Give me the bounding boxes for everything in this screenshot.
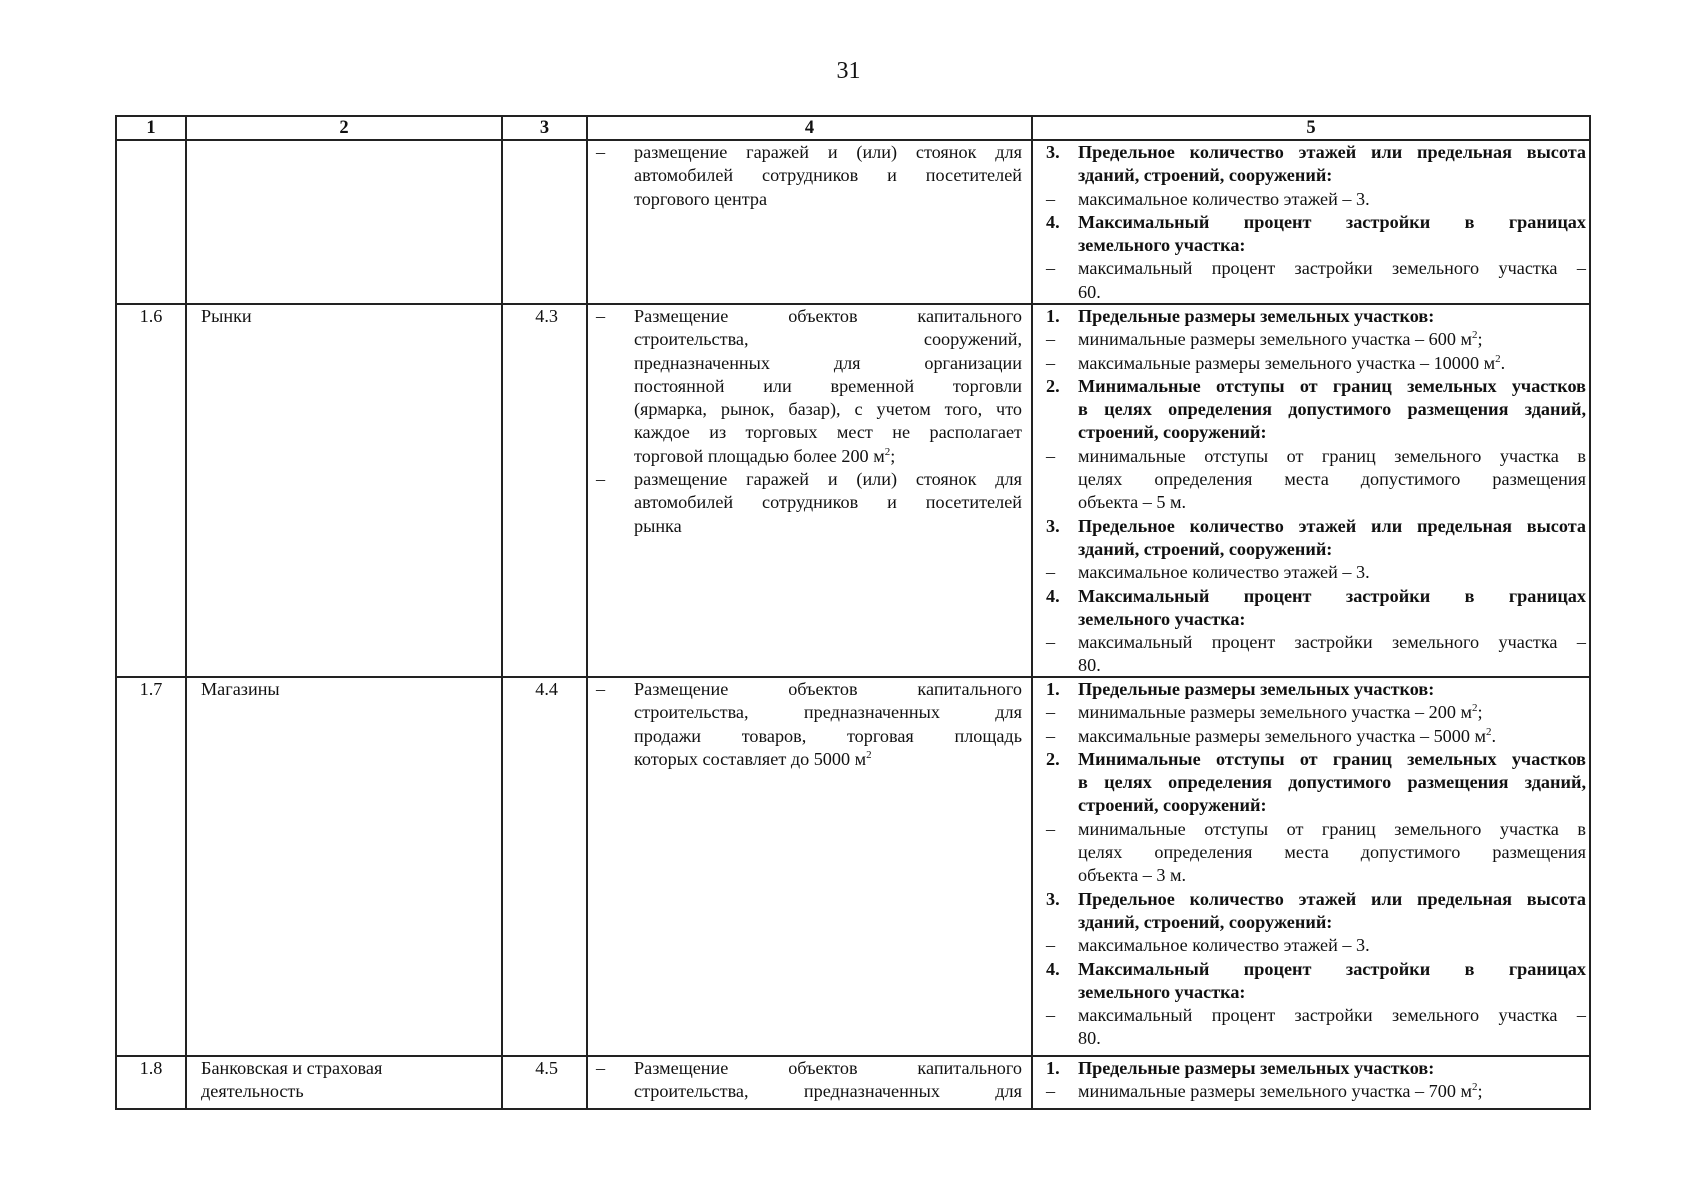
line-text: целях определения места допустимого размещения (1078, 469, 1586, 490)
text-line (1036, 864, 1586, 887)
text-line (590, 701, 1022, 724)
row-1.7-parameters (1036, 678, 1586, 1051)
list-number: 4. (1046, 211, 1060, 232)
text-line (1036, 1057, 1586, 1080)
line-text: в целях определения допустимого размещения зданий, (1078, 399, 1586, 420)
punctuation: . (1500, 352, 1506, 373)
bullet-dash: – (1046, 562, 1056, 583)
text-line (590, 421, 1022, 444)
line-text: Размещение объектов капитального (634, 1058, 1022, 1078)
line-text: Размещение объектов капитального (634, 679, 1022, 699)
line-text: земельного участка: (1078, 608, 1246, 629)
list-number: 2. (1046, 748, 1060, 769)
line-text: размещение гаражей и (или) стоянок для (634, 142, 1022, 162)
text-line (1036, 934, 1586, 957)
line-text: Предельные размеры земельных участков: (1078, 1058, 1435, 1078)
superscript: 2 (866, 748, 872, 761)
text-line: Рынки (201, 306, 252, 326)
line-text: Минимальные отступы от границ земельных участков (1078, 748, 1586, 769)
table-column-divider (501, 115, 503, 1110)
line-text: земельного участка: (1078, 981, 1246, 1002)
line-text: земельного участка: (1078, 235, 1246, 256)
text-line (1036, 398, 1586, 421)
line-text: 80. (1078, 1028, 1101, 1049)
text-line (590, 375, 1022, 398)
superscript: 2 (1495, 352, 1501, 365)
line-text: торговой площадью более 200 м (634, 445, 885, 466)
row-1.6-parameters (1036, 305, 1586, 678)
line-text: которых составляет до 5000 м (634, 748, 867, 769)
line-text: предназначенных для организации (634, 352, 1022, 373)
text-line (590, 468, 1022, 491)
line-text: максимальный процент застройки земельного участка – (1078, 632, 1586, 653)
line-text: минимальные отступы от границ земельного участка в (1078, 445, 1586, 466)
column-header-4: 4 (804, 118, 815, 138)
text-line (590, 305, 1022, 328)
text-line: Магазины (201, 679, 280, 699)
bullet-dash: – (1046, 1081, 1056, 1102)
table-border-bottom (115, 1108, 1591, 1110)
line-text: максимальные размеры земельного участка – 10000 м (1078, 352, 1496, 373)
line-text: минимальные размеры земельного участка – 200 м (1078, 702, 1472, 723)
superscript: 2 (1486, 725, 1492, 738)
row-1.8-permitted-use-description (590, 1057, 1022, 1104)
superscript: 2 (1471, 1081, 1478, 1094)
text-line (590, 445, 1022, 468)
column-header-2: 2 (339, 118, 349, 138)
text-line: Банковская и страховая (201, 1058, 383, 1078)
line-text: минимальные отступы от границ земельного участка в (1078, 818, 1586, 839)
superscript: 2 (1471, 702, 1478, 715)
line-text: зданий, строений, сооружений: (1078, 911, 1333, 932)
text-line (590, 678, 1022, 701)
line-text: 60. (1078, 281, 1101, 302)
punctuation: . (1491, 725, 1497, 746)
text-line (1036, 654, 1586, 677)
line-text: минимальные размеры земельного участка – 700 м (1078, 1081, 1472, 1102)
text-line (1036, 794, 1586, 817)
bullet-dash: – (1046, 632, 1056, 653)
text-line (1036, 631, 1586, 654)
bullet-dash: – (596, 1058, 606, 1078)
row-1.6-permitted-use-description (590, 305, 1022, 538)
bullet-dash: – (1046, 188, 1056, 209)
bullet-dash: – (1046, 329, 1056, 350)
line-text: Предельное количество этажей или предельная высота (1078, 515, 1586, 536)
bullet-dash: – (1046, 258, 1056, 279)
table-column-divider (586, 115, 588, 1110)
bullet-dash: – (596, 306, 606, 326)
line-text: 80. (1078, 655, 1101, 676)
text-line (1036, 211, 1586, 234)
row-1.8-use-name (201, 1057, 497, 1104)
line-text: (ярмарка, рынок, базар), с учетом того, что (634, 399, 1022, 420)
line-text: максимальные размеры земельного участка – 5000 м (1078, 725, 1487, 746)
table-border-right (1589, 115, 1591, 1110)
bullet-dash: – (596, 142, 606, 162)
line-text: зданий, строений, сооружений: (1078, 538, 1333, 559)
superscript: 2 (884, 445, 891, 458)
text-line (590, 328, 1022, 351)
row-1.7-number: 1.7 (139, 679, 163, 699)
line-text: рынка (634, 515, 682, 536)
row-1.8-parameters (1036, 1057, 1586, 1104)
text-line (1036, 771, 1586, 794)
page-number: 31 (836, 58, 861, 84)
bullet-dash: – (1046, 935, 1056, 956)
text-line (590, 748, 1022, 771)
superscript: 2 (1471, 329, 1478, 342)
list-number: 4. (1046, 958, 1060, 979)
line-text: Максимальный процент застройки в границах (1078, 211, 1586, 232)
line-text: Предельные размеры земельных участков: (1078, 306, 1435, 326)
text-line (590, 398, 1022, 421)
text-line (1036, 958, 1586, 981)
text-line (1036, 841, 1586, 864)
line-text: объекта – 5 м. (1078, 492, 1187, 513)
line-text: целях определения места допустимого размещения (1078, 842, 1586, 863)
text-line (590, 491, 1022, 514)
text-line (1036, 188, 1586, 211)
text-line (590, 352, 1022, 375)
text-line (1036, 375, 1586, 398)
text-line (590, 188, 1022, 211)
text-line (1036, 748, 1586, 771)
line-text: максимальный процент застройки земельного участка – (1078, 258, 1586, 279)
line-text: максимальное количество этажей – 3. (1078, 935, 1370, 956)
bullet-dash: – (1046, 352, 1056, 373)
text-line (590, 1057, 1022, 1080)
line-text: строительства, сооружений, (634, 329, 1022, 350)
line-text: максимальный процент застройки земельного участка – (1078, 1005, 1586, 1026)
line-text: Предельное количество этажей или предельная высота (1078, 142, 1586, 162)
row-1.7-use-code: 4.4 (535, 679, 558, 699)
bullet-dash: – (1046, 1005, 1056, 1026)
punctuation: ; (890, 445, 896, 466)
table-column-divider (1031, 115, 1033, 1110)
line-text: каждое из торговых мест не располагает (634, 422, 1022, 443)
bullet-dash: – (1046, 702, 1056, 723)
row-0-permitted-use-description (590, 141, 1022, 211)
text-line (1036, 468, 1586, 491)
column-header-1: 1 (146, 118, 156, 138)
table-border-left (115, 115, 117, 1110)
text-line (1036, 585, 1586, 608)
row-1.8-use-code: 4.5 (535, 1058, 558, 1078)
line-text: Предельное количество этажей или предельная высота (1078, 888, 1586, 909)
list-number: 2. (1046, 375, 1060, 396)
text-line (590, 1080, 1022, 1103)
text-line (1036, 678, 1586, 701)
row-0-parameters (1036, 141, 1586, 304)
list-number: 3. (1046, 142, 1060, 162)
punctuation: ; (1477, 1081, 1483, 1102)
text-line: деятельность (201, 1081, 304, 1102)
bullet-dash: – (596, 469, 606, 490)
text-line (1036, 538, 1586, 561)
list-number: 4. (1046, 585, 1060, 606)
text-line (1036, 491, 1586, 514)
line-text: объекта – 3 м. (1078, 865, 1187, 886)
line-text: Размещение объектов капитального (634, 306, 1022, 326)
list-number: 1. (1046, 679, 1060, 699)
text-line (1036, 911, 1586, 934)
line-text: зданий, строений, сооружений: (1078, 165, 1333, 186)
text-line (1036, 515, 1586, 538)
line-text: минимальные размеры земельного участка – 600 м (1078, 329, 1472, 350)
column-header-5: 5 (1306, 118, 1316, 138)
line-text: максимальное количество этажей – 3. (1078, 562, 1370, 583)
line-text: размещение гаражей и (или) стоянок для (634, 469, 1022, 490)
line-text: строений, сооружений: (1078, 795, 1267, 816)
text-line (1036, 421, 1586, 444)
bullet-dash: – (1046, 445, 1056, 466)
row-1.6-use-code: 4.3 (535, 306, 558, 326)
text-line (1036, 701, 1586, 724)
list-number: 3. (1046, 515, 1060, 536)
text-line (1036, 1080, 1586, 1103)
row-1.8-number: 1.8 (139, 1058, 163, 1078)
line-text: строительства, предназначенных для (634, 1081, 1022, 1102)
list-number: 1. (1046, 1058, 1060, 1078)
text-line (1036, 257, 1586, 280)
line-text: строительства, предназначенных для (634, 702, 1022, 723)
line-text: постоянной или временной торговли (634, 375, 1022, 396)
line-text: в целях определения допустимого размещения зданий, (1078, 772, 1586, 793)
text-line (1036, 981, 1586, 1004)
line-text: строений, сооружений: (1078, 422, 1267, 443)
column-header-3: 3 (539, 118, 550, 138)
text-line (1036, 328, 1586, 351)
row-1.7-use-name (201, 678, 497, 701)
text-line (1036, 1027, 1586, 1050)
text-line (590, 164, 1022, 187)
text-line (1036, 888, 1586, 911)
line-text: продажи товаров, торговая площадь (634, 725, 1022, 746)
row-1.6-use-name (201, 305, 497, 328)
punctuation: ; (1477, 702, 1483, 723)
text-line (590, 725, 1022, 748)
line-text: Минимальные отступы от границ земельных участков (1078, 375, 1586, 396)
text-line (1036, 164, 1586, 187)
text-line (1036, 608, 1586, 631)
text-line (1036, 281, 1586, 304)
bullet-dash: – (1046, 818, 1056, 839)
list-number: 3. (1046, 888, 1060, 909)
line-text: автомобилей сотрудников и посетителей (634, 165, 1022, 186)
text-line (590, 141, 1022, 164)
row-1.7-permitted-use-description (590, 678, 1022, 771)
line-text: автомобилей сотрудников и посетителей (634, 492, 1022, 513)
text-line (1036, 725, 1586, 748)
list-number: 1. (1046, 306, 1060, 326)
text-line (1036, 445, 1586, 468)
text-line (1036, 1004, 1586, 1027)
text-line (1036, 352, 1586, 375)
bullet-dash: – (1046, 725, 1056, 746)
punctuation: ; (1477, 329, 1483, 350)
text-line (1036, 561, 1586, 584)
text-line (1036, 305, 1586, 328)
line-text: торгового центра (634, 188, 768, 209)
table-column-divider (185, 115, 187, 1110)
text-line (590, 515, 1022, 538)
text-line (1036, 141, 1586, 164)
line-text: Предельные размеры земельных участков: (1078, 679, 1435, 699)
text-line (1036, 818, 1586, 841)
line-text: максимальное количество этажей – 3. (1078, 188, 1370, 209)
row-1.6-number: 1.6 (139, 306, 163, 326)
text-line (1036, 234, 1586, 257)
line-text: Максимальный процент застройки в границах (1078, 958, 1586, 979)
line-text: Максимальный процент застройки в границах (1078, 585, 1586, 606)
bullet-dash: – (596, 679, 606, 699)
